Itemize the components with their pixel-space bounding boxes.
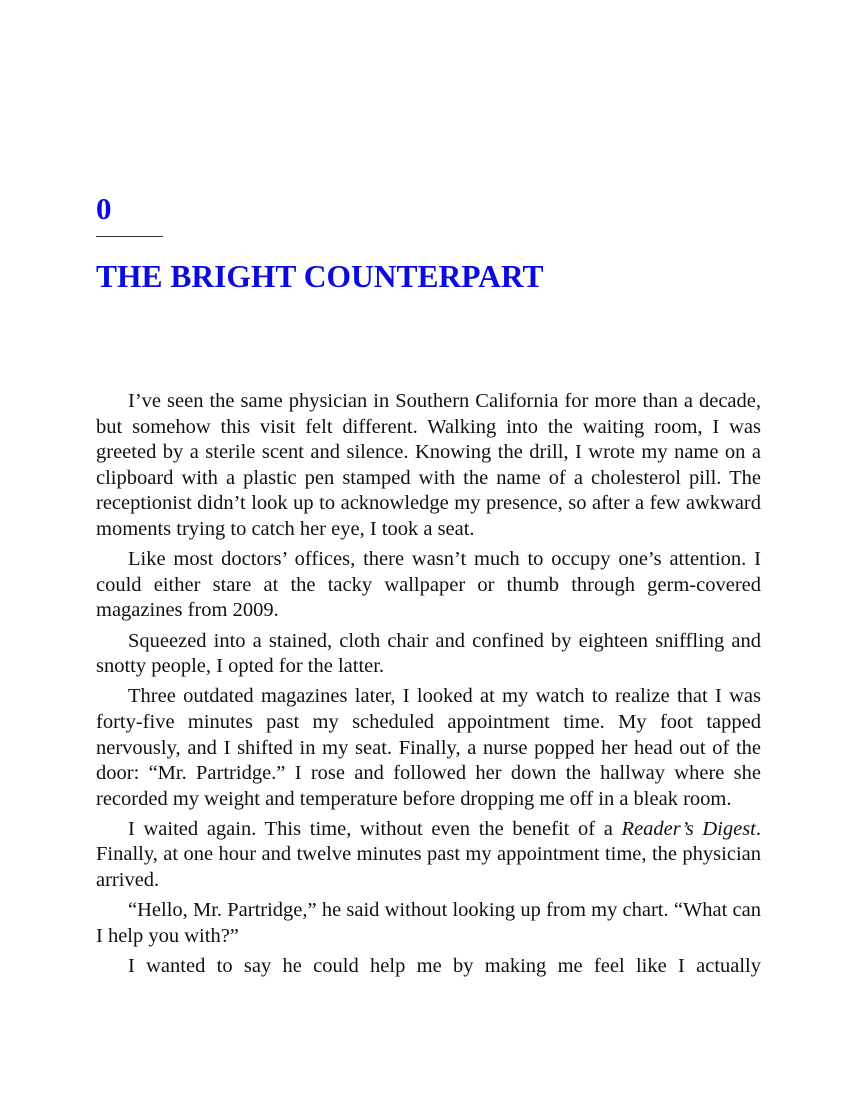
paragraph: I’ve seen the same physician in Southern California for more than a decade, but somehow this visit felt different. Walking into the waiting room, I was greeted by a sterile scent and silence. Knowing the drill, I wrote my name on a clipboard with a plastic pen stamped with the name of a cholesterol pill. The receptionist didn’t look up to acknowledge my presence, so after a few awkward moments trying to catch her eye, I took a seat. xyxy=(96,390,761,540)
paragraph-text: I waited again. This time, without even the benefit of a xyxy=(128,817,622,840)
chapter-divider xyxy=(96,236,163,237)
paragraph: Three outdated magazines later, I looked at my watch to realize that I was forty-five minutes past my scheduled appointment time. My foot tapped nervously, and I shifted in my seat. Finally, a nurse popped her head out of the door: “Mr. Partridge.” I rose and followed her down the hallway where she recorded my weight and temperature before dropping me off in a bleak room. xyxy=(96,685,761,810)
chapter-title: THE BRIGHT COUNTERPART xyxy=(96,259,544,294)
paragraph xyxy=(96,817,761,894)
paragraph: Squeezed into a stained, cloth chair and confined by eighteen sniffling and snotty people, I opted for the latter. xyxy=(96,629,761,678)
chapter-number: 0 xyxy=(96,191,112,226)
paragraph: Like most doctors’ offices, there wasn’t much to occupy one’s attention. I could either stare at the tacky wallpaper or thumb through germ-covered magazines from 2009. xyxy=(96,548,761,622)
paragraph-text: . Finally, at one hour and twelve minutes past my appointment time, the physician arrived. xyxy=(96,817,761,892)
magazine-title: Reader’s Digest xyxy=(621,817,756,840)
paragraph: “Hello, Mr. Partridge,” he said without looking up from my chart. “What can I help you with?” xyxy=(96,899,761,947)
chapter-body xyxy=(96,389,761,984)
paragraph: I wanted to say he could help me by making me feel like I actually xyxy=(128,955,761,978)
